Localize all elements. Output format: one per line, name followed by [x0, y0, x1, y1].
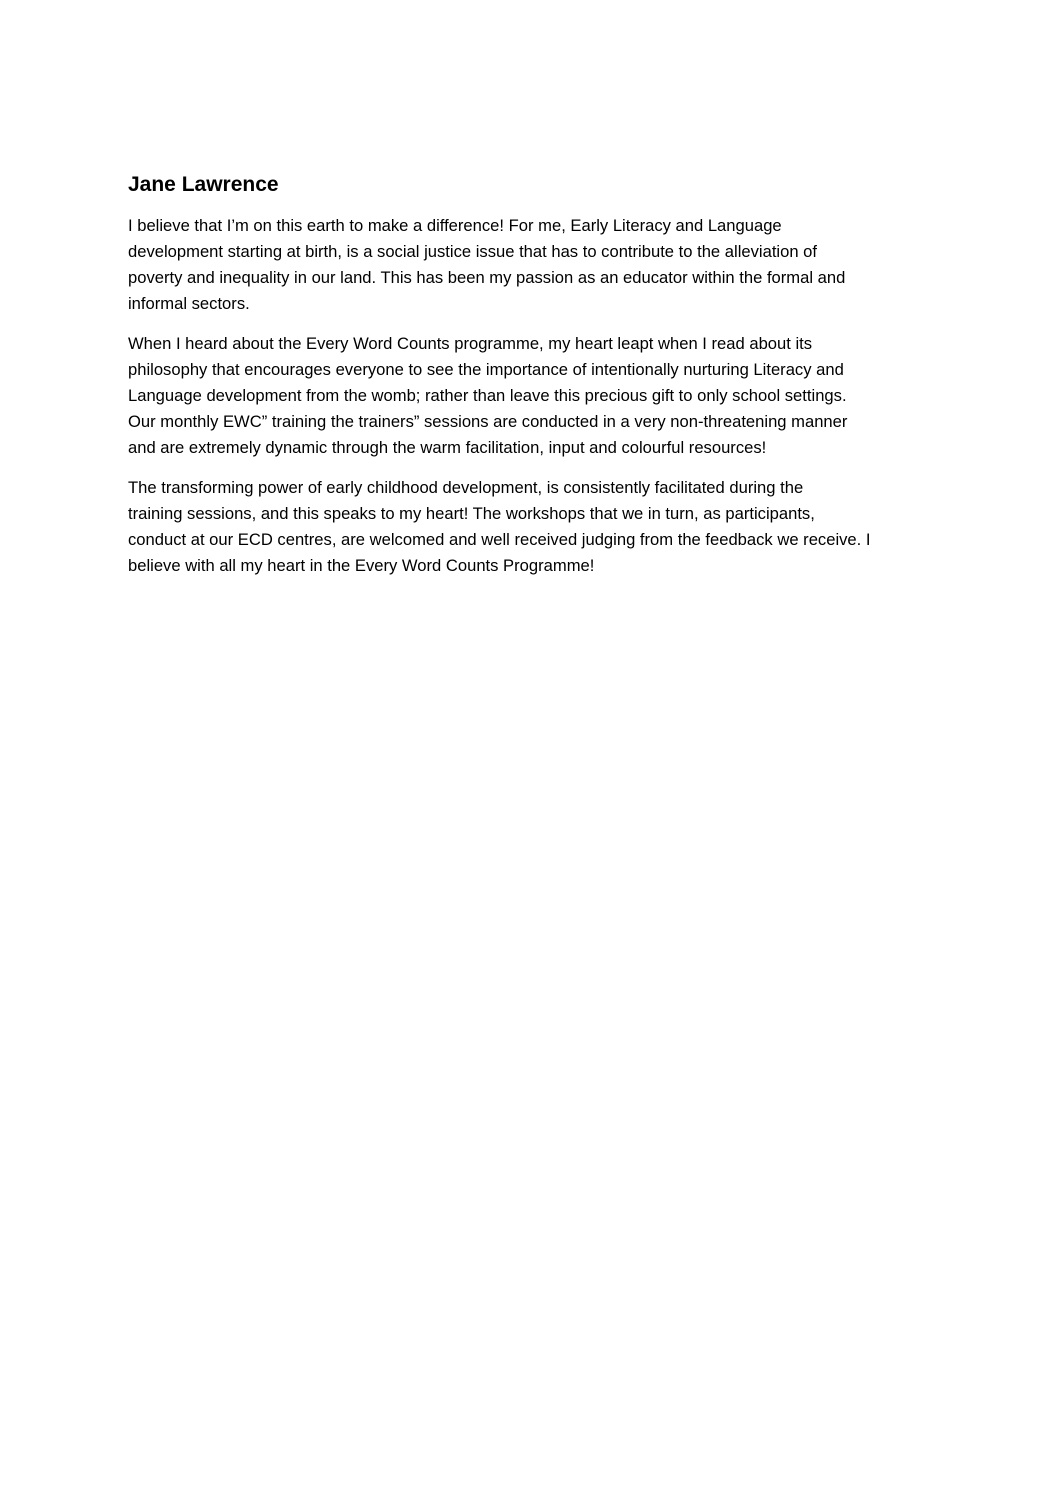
paragraph-line: conduct at our ECD centres, are welcomed and well received judging from the feedback we receive. I: [128, 530, 871, 549]
paragraph-line: Language development from the womb; rather than leave this precious gift to only school settings.: [128, 386, 847, 405]
document-body: [128, 171, 938, 593]
page-title: Jane Lawrence: [128, 173, 279, 196]
paragraph-line: believe with all my heart in the Every Word Counts Programme!: [128, 556, 595, 575]
paragraph-2: [128, 331, 938, 461]
paragraph-3: [128, 475, 938, 579]
paragraph-line: I believe that I’m on this earth to make a difference! For me, Early Literacy and Language: [128, 216, 782, 235]
paragraph-line: and are extremely dynamic through the warm facilitation, input and colourful resources!: [128, 438, 767, 457]
paragraph-1: [128, 213, 938, 317]
paragraph-line: The transforming power of early childhood development, is consistently facilitated during the: [128, 478, 804, 497]
paragraph-line: informal sectors.: [128, 294, 250, 313]
paragraph-line: When I heard about the Every Word Counts programme, my heart leapt when I read about its: [128, 334, 813, 353]
paragraph-line: poverty and inequality in our land. This has been my passion as an educator within the formal and: [128, 268, 846, 287]
paragraph-line: development starting at birth, is a social justice issue that has to contribute to the alleviation of: [128, 242, 818, 261]
paragraph-line: philosophy that encourages everyone to see the importance of intentionally nurturing Literacy and: [128, 360, 844, 379]
paragraph-line: training sessions, and this speaks to my heart! The workshops that we in turn, as participants,: [128, 504, 815, 523]
paragraph-line: Our monthly EWC” training the trainers” sessions are conducted in a very non-threatening manner: [128, 412, 848, 431]
